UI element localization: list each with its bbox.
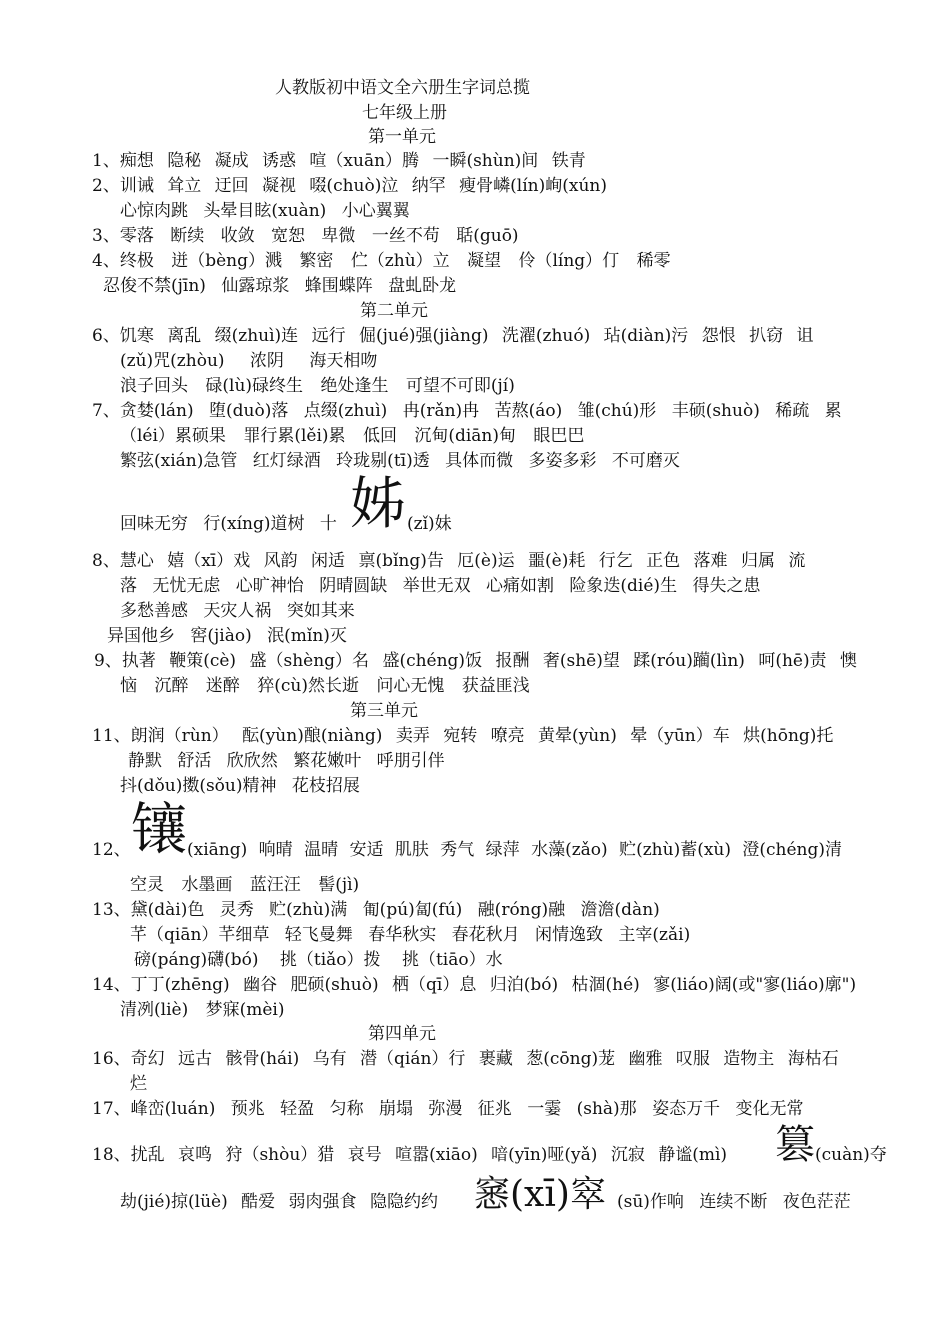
list-item: (sū)作响 连续不断 夜色茫茫: [617, 1192, 851, 1212]
list-item: 静默 舒活 欣欣然 繁花嫩叶 呼朋引伴: [128, 751, 445, 771]
document-title: 人教版初中语文全六册生字词总揽: [275, 78, 530, 98]
list-item: 6、饥寒 离乱 缀(zhuì)连 远行 倔(jué)强(jiàng) 洗濯(zhuó) 玷(diàn)污 怨恨 扒窃 诅: [92, 326, 814, 346]
list-item: （léi）累硕果 罪行累(lěi)累 低回 沉甸(diān)甸 眼巴巴: [120, 426, 585, 446]
large-character: 窸(xī)窣: [474, 1174, 606, 1215]
unit-heading-4: 第四单元: [368, 1024, 436, 1044]
list-item: 4、终极 迸（bèng）溅 繁密 伫（zhù）立 凝望 伶（líng）仃 稀零: [92, 251, 671, 271]
list-item: 恼 沉醉 迷醉 猝(cù)然长逝 问心无愧 获益匪浅: [120, 676, 530, 696]
list-item: 17、峰峦(luán) 预兆 轻盈 匀称 崩塌 弥漫 征兆 一霎 (shà)那 姿态万千 变化无常: [92, 1099, 804, 1119]
list-item: 16、奇幻 远古 骸骨(hái) 乌有 潜（qián）行 裹藏 葱(cōng)茏 幽雅 叹服 造物主 海枯石: [92, 1049, 839, 1069]
list-item: 9、执著 鞭策(cè) 盛（shèng）名 盛(chéng)饭 报酬 奢(shē)望 蹂(róu)躏(lìn) 呵(hē)责 懊: [94, 651, 858, 671]
large-character: 姊: [350, 472, 406, 537]
list-item: 落 无忧无虑 心旷神怡 阴晴圆缺 举世无双 心痛如割 险象迭(dié)生 得失之患: [120, 576, 761, 596]
list-item: (xiāng) 响晴 温晴 安适 肌肤 秀气 绿萍 水藻(zǎo) 贮(zhù)蓄(xù) 澄(chéng)清: [187, 840, 843, 860]
list-item: 8、慧心 嬉（xī）戏 风韵 闲适 禀(bǐng)告 厄(è)运 噩(è)耗 行乞 正色 落难 归属 流: [92, 551, 806, 571]
unit-heading-1: 第一单元: [368, 127, 436, 147]
unit-heading-3: 第三单元: [350, 701, 418, 721]
list-item: 繁弦(xián)急管 红灯绿酒 玲珑剔(tī)透 具体而微 多姿多彩 不可磨灭: [120, 451, 680, 471]
list-item: 13、黛(dài)色 灵秀 贮(zhù)满 匍(pú)匐(fú) 融(róng)融 澹澹(dàn): [92, 900, 660, 920]
list-item: 清冽(liè) 梦寐(mèi): [120, 1000, 285, 1020]
list-item: 多愁善感 天灾人祸 突如其来: [120, 601, 355, 621]
pinyin-note: (zǐ)妹: [407, 514, 452, 534]
large-character: 镶: [131, 798, 187, 863]
list-item: 14、丁丁(zhēng) 幽谷 肥硕(shuò) 栖（qī）息 归泊(bó) 枯涸(hé) 寥(liáo)阔(或"寥(liáo)廓"): [92, 975, 857, 995]
pinyin-note: (cuàn)夺: [815, 1145, 887, 1165]
list-item: 浪子回头 碌(lù)碌终生 绝处逢生 可望不可即(jí): [120, 376, 515, 396]
list-item: 抖(dǒu)擞(sǒu)精神 花枝招展: [120, 776, 360, 796]
grade-heading: 七年级上册: [362, 103, 447, 123]
list-item: 3、零落 断续 收敛 宽恕 卑微 一丝不苟 聒(guō): [92, 226, 519, 246]
list-item: 回味无穷 行(xíng)道树 十: [120, 514, 337, 534]
list-item: 11、朗润（rùn） 酝(yùn)酿(niàng) 卖弄 宛转 嘹亮 黄晕(yùn) 晕（yūn）车 烘(hōng)托: [92, 726, 834, 746]
list-item: 7、贪婪(lán) 堕(duò)落 点缀(zhuì) 冉(rǎn)冉 苦熬(áo) 雏(chú)形 丰硕(shuò) 稀疏 累: [92, 401, 842, 421]
list-item: 芊（qiān）芊细草 轻飞曼舞 春华秋实 春花秋月 闲情逸致 主宰(zǎi): [130, 925, 691, 945]
list-item: 劫(jié)掠(lüè) 酷爱 弱肉强食 隐隐约约: [120, 1192, 438, 1212]
list-item: 2、训诫 耸立 迂回 凝视 啜(chuò)泣 纳罕 瘦骨嶙(lín)峋(xún): [92, 176, 607, 196]
list-item: 心惊肉跳 头晕目眩(xuàn) 小心翼翼: [120, 201, 410, 221]
list-item: 忍俊不禁(jīn) 仙露琼浆 蜂围蝶阵 盘虬卧龙: [103, 276, 457, 296]
list-item: 1、痴想 隐秘 凝成 诱惑 喧（xuān）腾 一瞬(shùn)间 铁青: [92, 151, 586, 171]
list-item: 空灵 水墨画 蓝汪汪 髻(jì): [130, 875, 360, 895]
list-item: 12、: [92, 840, 131, 860]
list-item: 异国他乡 窖(jiào) 泯(mǐn)灭: [107, 626, 347, 646]
unit-heading-2: 第二单元: [360, 301, 428, 321]
list-item: 18、扰乱 哀鸣 狩（shòu）猎 哀号 喧嚣(xiāo) 喑(yīn)哑(yǎ) 沉寂 静谧(mì): [92, 1145, 728, 1165]
list-item: 烂: [130, 1074, 147, 1094]
large-character: 篡: [775, 1122, 815, 1168]
list-item: (zǔ)咒(zhòu) 浓阴 海天相吻: [120, 351, 378, 371]
list-item: 磅(páng)礴(bó) 挑（tiǎo）拨 挑（tiāo）水: [134, 950, 503, 970]
